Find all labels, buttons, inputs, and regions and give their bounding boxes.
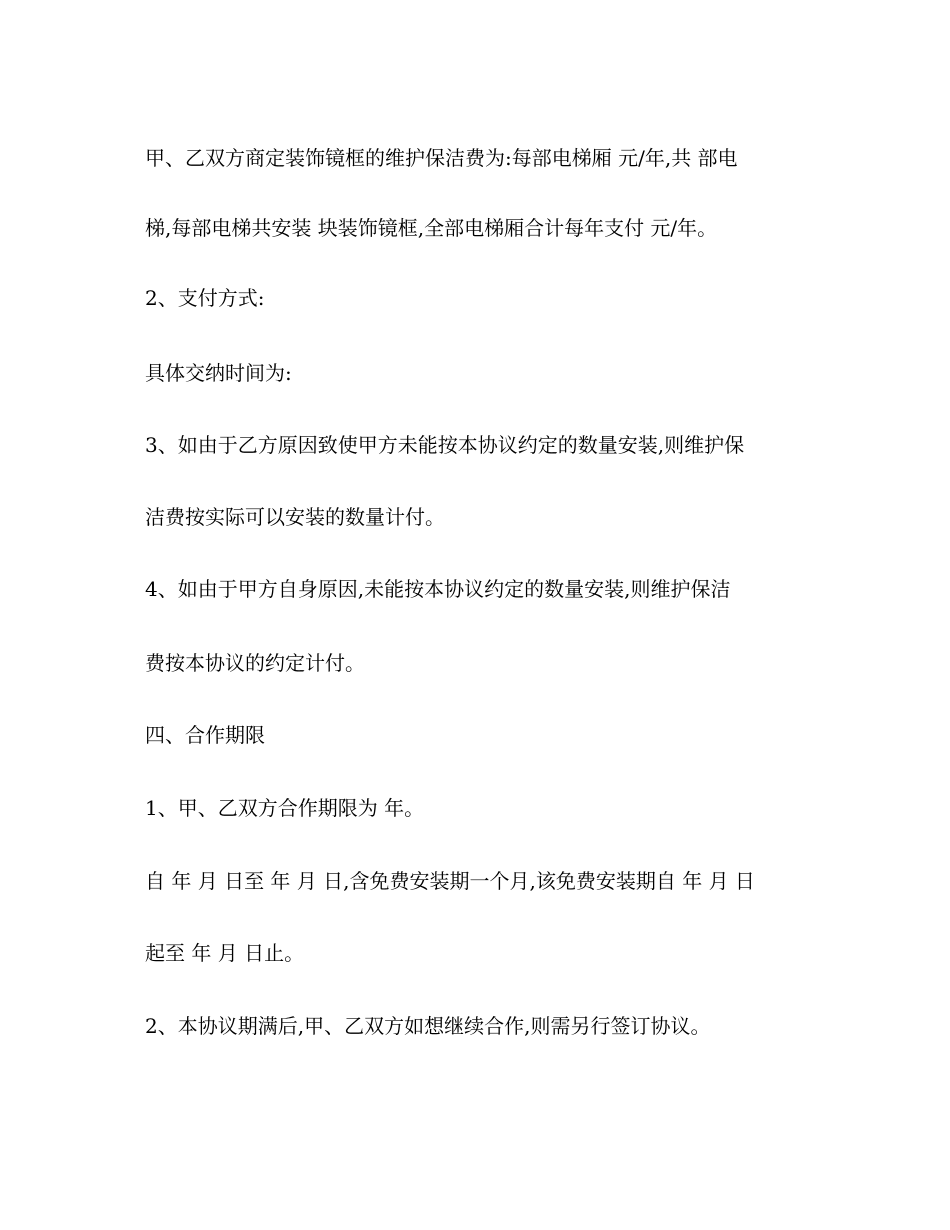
paragraph-line: 3、如由于乙方原因致使甲方未能按本协议约定的数量安装,则维护保 xyxy=(145,433,745,457)
section-heading-cooperation-period: 四、合作期限 xyxy=(145,723,265,747)
paragraph-line: 1、甲、乙双方合作期限为 年。 xyxy=(145,796,425,820)
paragraph-line: 甲、乙双方商定装饰镜框的维护保洁费为:每部电梯厢 元/年,共 部电 xyxy=(145,146,738,170)
paragraph-line: 4、如由于甲方自身原因,未能按本协议约定的数量安装,则维护保洁 xyxy=(145,577,731,601)
paragraph-line: 具体交纳时间为: xyxy=(145,361,292,385)
paragraph-line: 2、本协议期满后,甲、乙双方如想继续合作,则需另行签订协议。 xyxy=(145,1014,711,1038)
paragraph-line: 自 年 月 日至 年 月 日,含免费安装期一个月,该免费安装期自 年 月 日 xyxy=(145,869,755,893)
paragraph-line: 起至 年 月 日止。 xyxy=(145,941,305,965)
paragraph-line: 梯,每部电梯共安装 块装饰镜框,全部电梯厢合计每年支付 元/年。 xyxy=(145,216,718,240)
section-heading-payment: 2、支付方式: xyxy=(145,286,265,310)
paragraph-line: 费按本协议的约定计付。 xyxy=(145,651,365,675)
paragraph-line: 洁费按实际可以安装的数量计付。 xyxy=(145,505,445,529)
